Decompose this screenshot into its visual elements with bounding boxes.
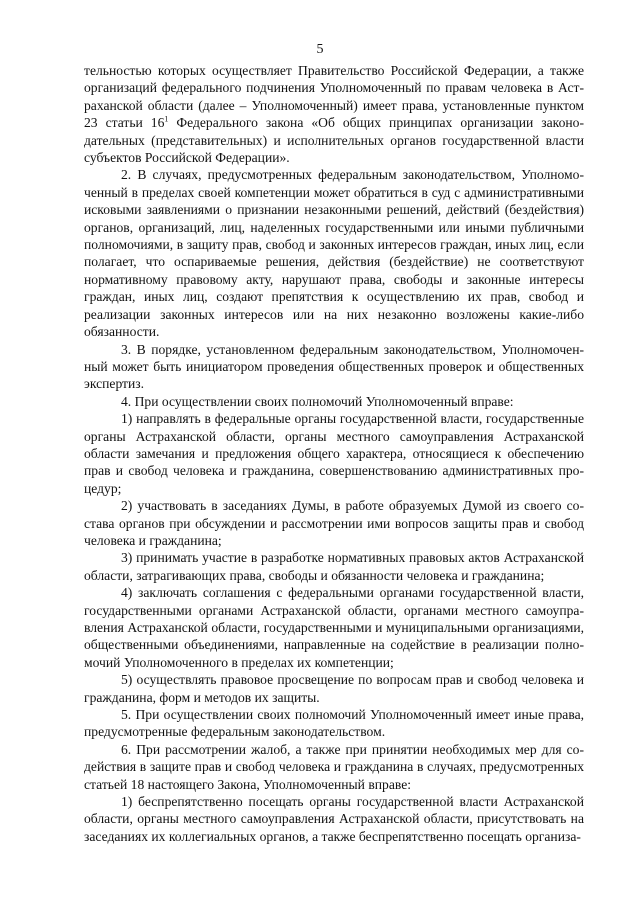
paragraph-continuation: [84, 62, 584, 166]
list-item-4-4: 4) заключать соглашения с федеральными органами государственной власти, государственными органами Астраханской области, органами местного самоуправления Астраханской области, государственными и муниципальными организациями, общественными объединениями, направленные на содействие в реализации полномочий Уполномоченного в пределах их компетенции;: [84, 585, 584, 670]
page-number: 5: [316, 42, 324, 57]
list-item-4-2: 2) участвовать в заседаниях Думы, в работе образуемых Думой из своего состава органов при обсуждении и рассмотрении ими вопросов защиты прав и свобод человека и гражданина;: [84, 498, 584, 548]
paragraph-text: Федерального закона «Об общих принципах организации законодательных (представительных) и исполнительных органов государственной власти субъектов Российской Федерации».: [84, 115, 584, 166]
list-item-4-3: 3) принимать участие в разработке нормативных правовых актов Астраханской области, затрагивающих права, свободы и обязанности человека и гражданина;: [84, 550, 584, 583]
list-item-4-5: 5) осуществлять правовое просвещение по вопросам прав и свобод человека и гражданина, форм и методов их защиты.: [84, 672, 584, 705]
paragraph-6: 6. При рассмотрении жалоб, а также при принятии необходимых мер для содействия в защите прав и свобод человека и гражданина в случаях, предусмотренных статьей 18 настоящего Закона, Уполномоченный вправе:: [84, 741, 584, 792]
paragraph-4: 4. При осуществлении своих полномочий Уполномоченный вправе:: [121, 393, 514, 409]
paragraph-3: 3. В порядке, установленном федеральным законодательством, Уполномоченный может быть инициатором проведения общественных проверок и общественных экспертиз.: [84, 341, 584, 392]
list-item-6-1: 1) беспрепятственно посещать органы государственной власти Астраханской области, органы местного самоуправления Астраханской области, присутствовать на заседаниях их коллегиальных органов, а также беспрепятственно посещать организа-: [84, 794, 584, 844]
paragraph-2: 2. В случаях, предусмотренных федеральным законодательством, Уполномоченный в пределах своей компетенции может обратиться в суд с административными исковыми заявлениями о признании незаконными решений, действий (бездействия) органов, организаций, лиц, наделенных государственными или иными публичными полномочиями, в защиту прав, свобод и законных интересов граждан, иных лиц, если полагает, что оспариваемые решения, действия (бездействие) не соответствуют нормативному правовому акту, нарушают права, свободы и законные интересы граждан, иных лиц, создают препятствия к осуществлению их прав, свобод и реализации законных интересов или на них незаконно возложены какие-либо обязанности.: [84, 167, 584, 340]
superscript-footnote: 1: [164, 114, 169, 124]
paragraph-5: 5. При осуществлении своих полномочий Уполномоченный имеет иные права, предусмотренные федеральным законодательством.: [84, 707, 584, 740]
document-body: [84, 62, 584, 845]
paragraph-text: тельностью которых осуществляет Правительство Российской Федерации, а также организаций федерального подчинения Уполномоченный по правам человека в Астраханской области (далее – Уполномоченный) имеет права, установленные пунктом 23 статьи 16: [84, 63, 584, 131]
list-item-4-1: 1) направлять в федеральные органы государственной власти, государственные органы Астраханской области, органы местного самоуправления Астраханской области замечания и предложения общего характера, относящиеся к обеспечению прав и свобод человека и гражданина, совершенствованию административных процедур;: [84, 411, 584, 496]
